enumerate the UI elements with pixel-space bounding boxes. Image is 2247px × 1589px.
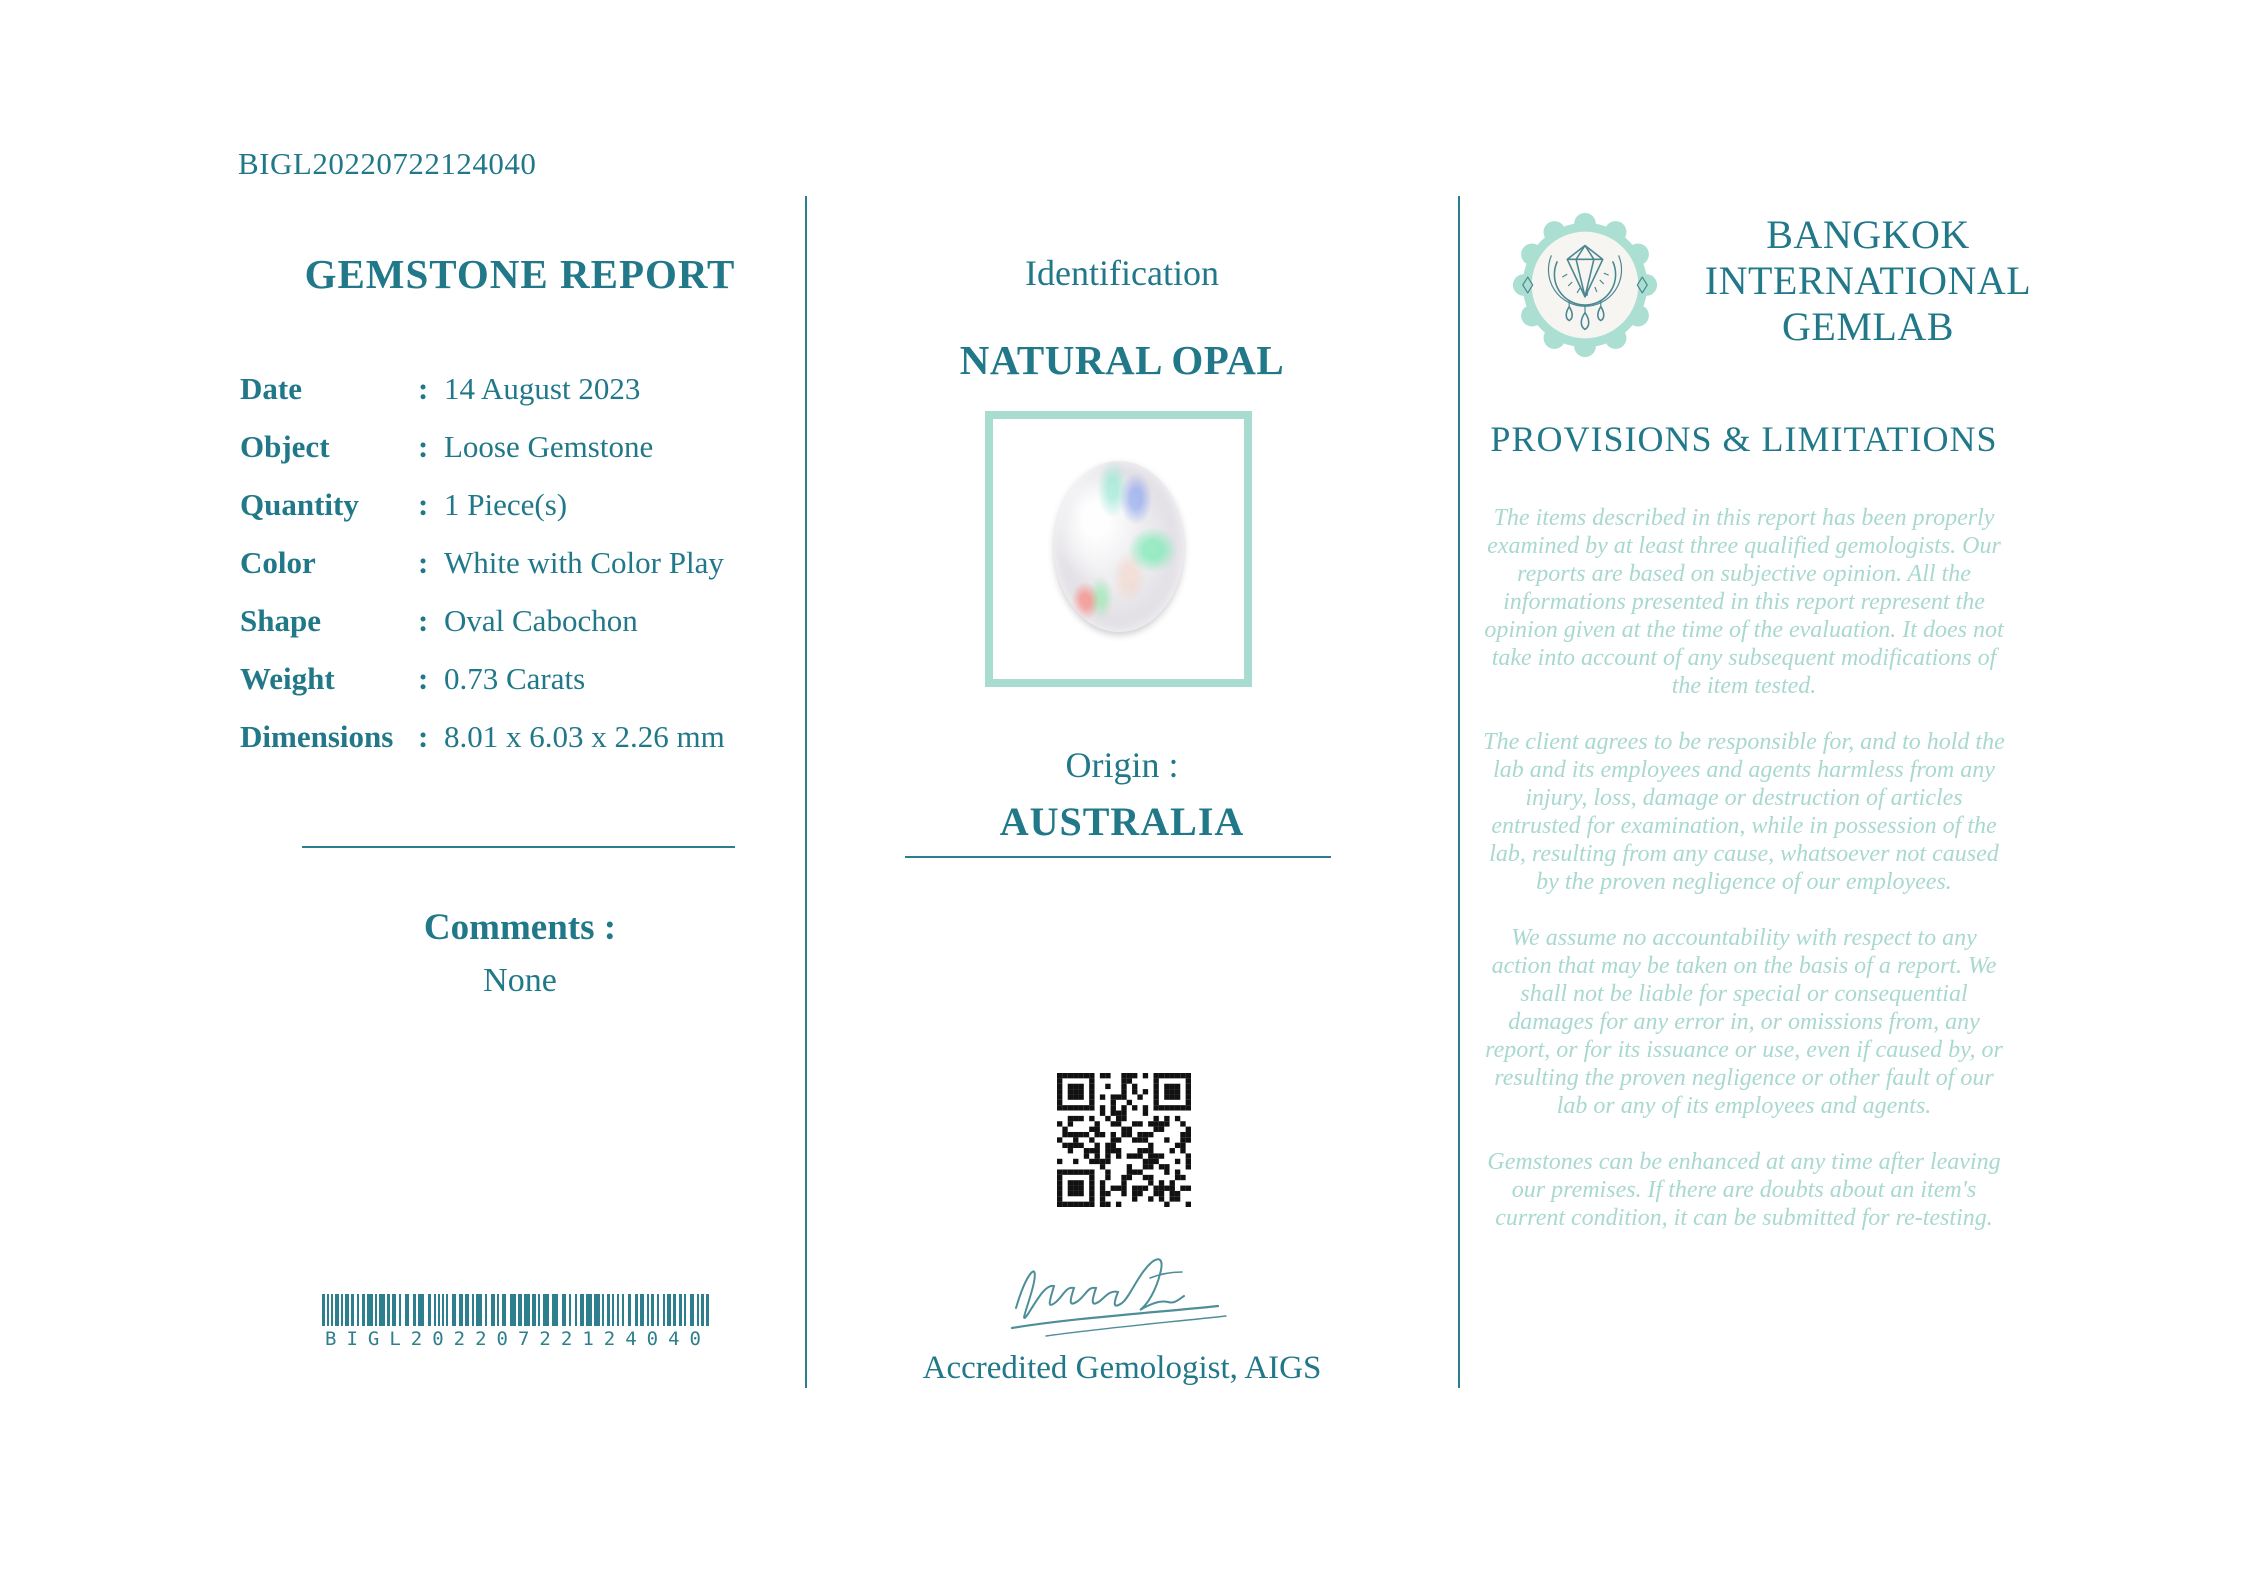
field-colon: : — [418, 371, 429, 406]
gemstone-report-title: GEMSTONE REPORT — [304, 251, 736, 297]
field-colon: : — [418, 545, 429, 580]
middle-panel-divider-line — [905, 856, 1331, 858]
field-row-weight — [240, 650, 780, 708]
field-value: 1 Piece(s) — [444, 487, 568, 522]
provisions-paragraph-4: Gemstones can be enhanced at any time after leaving our premises. If there are doubts about an item's current condition, it can be submitted for re-testing. — [1487, 1149, 2001, 1231]
field-colon: : — [418, 429, 429, 464]
field-colon: : — [418, 719, 429, 754]
comments-label: Comments : — [423, 907, 617, 948]
field-row-date — [240, 360, 780, 418]
barcode-text: BIGL20220722124040 — [325, 1328, 711, 1350]
field-colon: : — [418, 487, 429, 522]
opal-photo — [1054, 461, 1184, 632]
origin-label: Origin : — [1065, 745, 1179, 785]
field-label: Quantity — [240, 487, 359, 522]
lab-logo-badge — [1506, 206, 1664, 364]
lab-name — [1672, 212, 2064, 350]
field-row-shape — [240, 592, 780, 650]
field-value: 8.01 x 6.03 x 2.26 mm — [444, 719, 725, 754]
report-number: BIGL20220722124040 — [238, 146, 537, 181]
report-fields-table — [240, 360, 780, 766]
field-value: Loose Gemstone — [444, 429, 654, 464]
field-colon: : — [418, 603, 429, 638]
scalloped-ring — [1513, 213, 1657, 357]
field-label: Object — [240, 429, 330, 464]
comments-value: None — [483, 962, 557, 999]
field-row-dimensions — [240, 708, 780, 766]
provisions-text — [1482, 504, 2006, 1260]
field-label: Weight — [240, 661, 335, 696]
signature — [1002, 1244, 1246, 1348]
field-row-object — [240, 418, 780, 476]
field-row-color — [240, 534, 780, 592]
field-value: 14 August 2023 — [444, 371, 641, 406]
field-value: 0.73 Carats — [444, 661, 586, 696]
gemologist-credential-line: Accredited Gemologist, AIGS — [922, 1350, 1322, 1386]
left-panel-divider-line — [302, 846, 735, 848]
field-label: Date — [240, 371, 302, 406]
field-row-quantity — [240, 476, 780, 534]
field-value: White with Color Play — [444, 545, 724, 580]
panel-divider-right — [1458, 196, 1460, 1388]
provisions-paragraph-1: The items described in this report has been properly examined by at least three qualified gemologists. Our reports are based on subjective opinion. All the informations presented in this report represent the opinion given at the time of the evaluation. It does not take into account of any subsequent modifications of the item tested. — [1484, 505, 2004, 699]
identification-result: NATURAL OPAL — [959, 337, 1285, 383]
field-label: Color — [240, 545, 316, 580]
lab-name-line-2: INTERNATIONAL — [1704, 258, 2032, 303]
lab-name-line-3: GEMLAB — [1782, 304, 1954, 349]
field-label: Dimensions — [240, 719, 394, 754]
lab-name-line-1: BANGKOK — [1766, 212, 1970, 257]
provisions-paragraph-2: The client agrees to be responsible for, and to hold the lab and its employees and agents harmless from any injury, loss, damage or destruction of articles entrusted for examination, while in possession of the lab, resulting from any cause, whatsoever not caused by the proven negligence of our employees. — [1483, 729, 2005, 895]
barcode — [322, 1294, 714, 1326]
field-value: Oval Cabochon — [444, 603, 638, 638]
origin-value: AUSTRALIA — [999, 799, 1245, 844]
provisions-paragraph-3: We assume no accountability with respect to any action that may be taken on the basis of a report. We shall not be liable for special or consequential damages for any error in, or omissions from, any report, or for its issuance or use, even if caused by, or resulting the proven negligence or other fault of our lab or any of its employees and agents. — [1485, 925, 2003, 1119]
field-label: Shape — [240, 603, 321, 638]
identification-heading: Identification — [1025, 253, 1219, 293]
gem-photo-frame — [985, 411, 1252, 687]
qr-code — [1057, 1073, 1191, 1207]
field-colon: : — [418, 661, 429, 696]
provisions-heading: PROVISIONS & LIMITATIONS — [1490, 419, 1998, 459]
